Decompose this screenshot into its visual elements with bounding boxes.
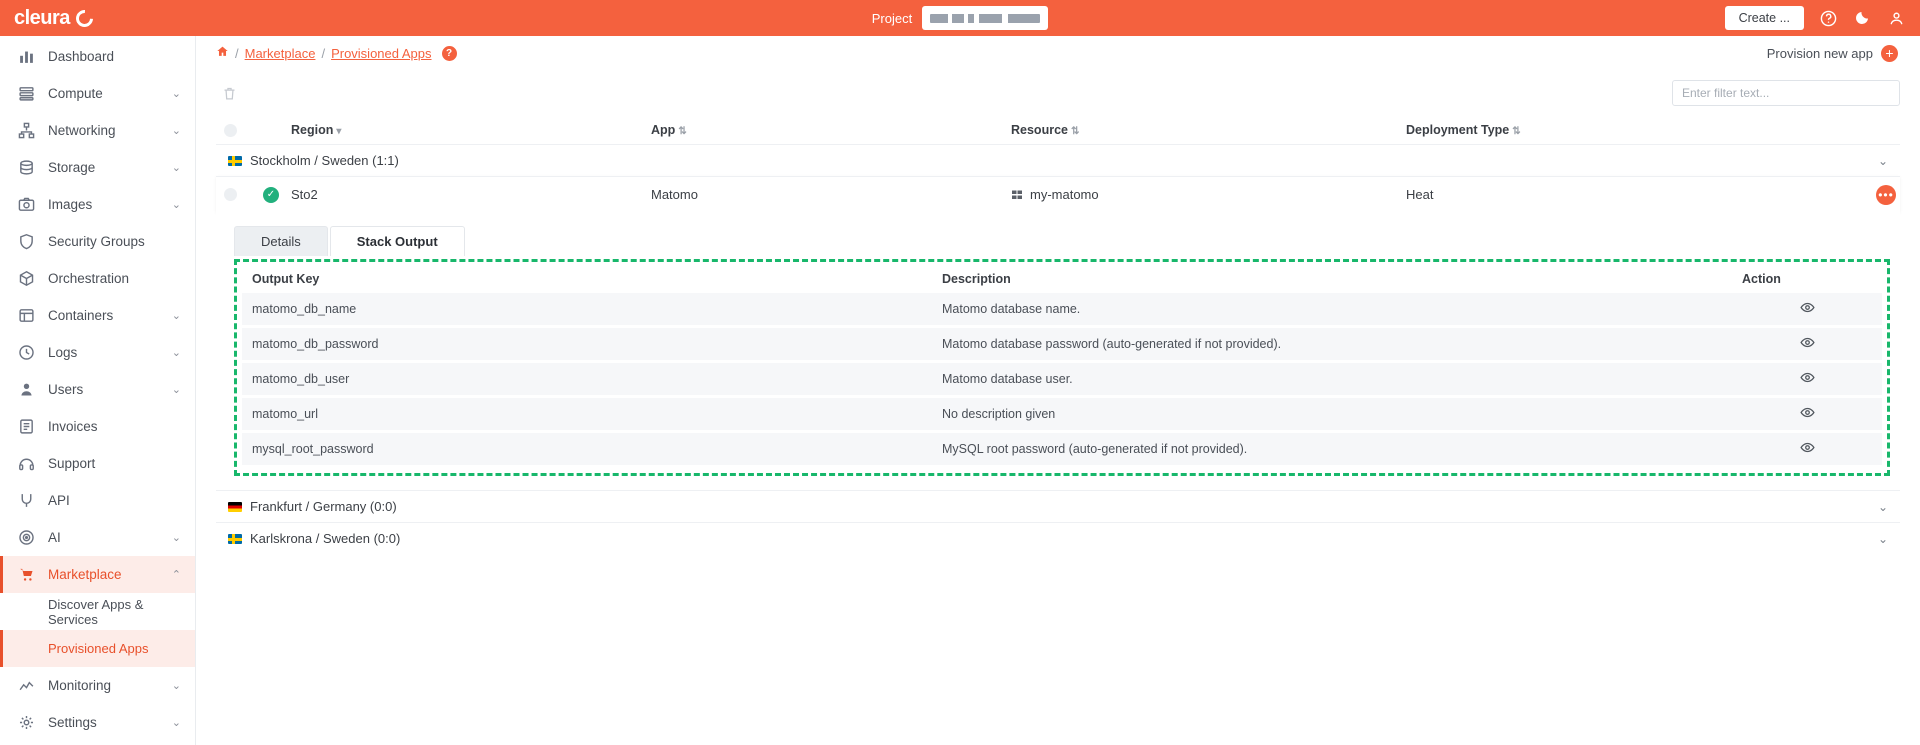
flag-sweden-icon [228, 534, 242, 544]
tab-stack-output[interactable]: Stack Output [330, 226, 465, 256]
breadcrumb-provisioned-apps[interactable]: Provisioned Apps [331, 45, 432, 61]
sidebar-sub-label: Discover Apps & Services [48, 596, 144, 627]
column-label: Deployment Type [1406, 123, 1510, 137]
sidebar-item-dashboard[interactable] [0, 38, 195, 75]
chevron-down-icon: ⌄ [171, 347, 181, 359]
column-label: Resource [1011, 123, 1068, 137]
output-description: MySQL root password (auto-generated if not provided). [932, 432, 1732, 467]
sidebar-item-label: Orchestration [48, 271, 130, 286]
sidebar-item-label: Storage [48, 160, 96, 175]
storage-icon [18, 159, 42, 176]
column-header-deployment-type[interactable] [1406, 123, 1900, 137]
shield-icon [18, 233, 42, 250]
column-header-description: Description [932, 267, 1732, 293]
invoices-icon [18, 418, 42, 435]
containers-icon [18, 307, 42, 324]
sidebar-item-label: Logs [48, 345, 78, 360]
sidebar-sub-label: Provisioned Apps [48, 641, 149, 656]
chevron-down-icon: ⌄ [171, 532, 181, 544]
cleura-logo-icon [72, 6, 96, 30]
help-icon[interactable]: ? [442, 46, 457, 61]
sidebar [0, 36, 196, 745]
brand-text: cleura [14, 6, 70, 29]
tab-details[interactable]: Details [234, 226, 328, 256]
stack-output-header-row [242, 267, 1882, 293]
sidebar-item-monitoring[interactable] [0, 667, 195, 704]
kebab-icon[interactable]: ••• [1876, 185, 1896, 205]
gear-icon [18, 714, 42, 731]
eye-icon[interactable] [1800, 370, 1815, 385]
project-name-redacted [930, 14, 1040, 23]
output-key: matomo_db_password [242, 327, 932, 362]
home-icon[interactable] [216, 45, 229, 61]
flag-germany-icon [228, 502, 242, 512]
sidebar-item-label: Compute [48, 86, 103, 101]
eye-icon[interactable] [1800, 440, 1815, 455]
sidebar-item-discover-apps-services[interactable] [0, 593, 195, 630]
sidebar-item-orchestration[interactable] [0, 260, 195, 297]
chevron-down-icon: ⌄ [171, 310, 181, 322]
sidebar-item-images[interactable] [0, 186, 195, 223]
column-label: App [651, 123, 676, 137]
breadcrumb-actions [1767, 45, 1898, 62]
main-content [196, 36, 1920, 745]
help-icon[interactable] [1818, 8, 1838, 28]
output-action [1732, 397, 1882, 432]
table-header-row [216, 116, 1900, 144]
table-row[interactable] [216, 176, 1900, 212]
sidebar-item-logs[interactable] [0, 334, 195, 371]
sidebar-item-label: AI [48, 530, 61, 545]
sidebar-item-storage[interactable] [0, 149, 195, 186]
sort-icon: ⇅ [1070, 126, 1080, 137]
output-description: No description given [932, 397, 1732, 432]
sidebar-item-label: Support [48, 456, 96, 471]
eye-icon[interactable] [1800, 300, 1815, 315]
region-group-label: Frankfurt / Germany (0:0) [250, 499, 397, 514]
api-icon [18, 492, 42, 509]
breadcrumb-marketplace[interactable]: Marketplace [244, 45, 316, 61]
output-description: Matomo database name. [932, 293, 1732, 327]
chevron-up-icon: ⌃ [171, 569, 181, 581]
breadcrumb-separator: / [235, 45, 239, 61]
sidebar-item-compute[interactable] [0, 75, 195, 112]
breadcrumb-separator: / [321, 45, 326, 61]
table-row [242, 327, 1882, 362]
sidebar-item-ai[interactable] [0, 519, 195, 556]
project-select[interactable] [922, 6, 1048, 30]
table-row [242, 293, 1882, 327]
stack-icon [1011, 189, 1023, 201]
create-button[interactable]: Create ... [1725, 6, 1804, 30]
sidebar-item-marketplace[interactable] [0, 556, 195, 593]
project-label: Project [871, 10, 913, 26]
users-icon [18, 381, 42, 398]
monitoring-icon [18, 677, 42, 694]
marketplace-icon [18, 566, 42, 583]
sidebar-item-support[interactable] [0, 445, 195, 482]
chevron-down-icon[interactable]: ⌄ [1877, 531, 1888, 546]
orchestration-icon [18, 270, 42, 287]
sort-desc-icon: ▾ [336, 126, 342, 137]
chevron-down-icon: ⌄ [171, 162, 181, 174]
region-group-label: Stockholm / Sweden (1:1) [250, 153, 399, 168]
top-bar [0, 0, 1920, 36]
cell-resource [1011, 187, 1406, 202]
networking-icon [18, 122, 42, 139]
chevron-down-icon: ⌄ [171, 384, 181, 396]
column-header-app[interactable] [651, 123, 1011, 137]
chevron-down-icon: ⌄ [171, 125, 181, 137]
plus-icon[interactable]: + [1881, 45, 1898, 62]
sidebar-item-label: Security Groups [48, 234, 145, 249]
output-action [1732, 293, 1882, 327]
column-header-action: Action [1732, 267, 1882, 293]
status-ok-icon: ✓ [263, 187, 279, 203]
brand-logo[interactable] [0, 7, 196, 30]
row-checkbox[interactable] [224, 188, 237, 201]
output-key: matomo_db_name [242, 293, 932, 327]
row-status-cell [237, 187, 291, 203]
region-group-karlskrona[interactable] [216, 522, 1900, 554]
stack-detail-panel [216, 212, 1900, 490]
flag-sweden-icon [228, 156, 242, 166]
output-action [1732, 327, 1882, 362]
table-row [242, 362, 1882, 397]
table-row [242, 432, 1882, 467]
chevron-down-icon: ⌄ [171, 199, 181, 211]
sidebar-item-security-groups[interactable] [0, 223, 195, 260]
sidebar-item-containers[interactable] [0, 297, 195, 334]
output-action [1732, 362, 1882, 397]
sort-icon: ⇅ [1512, 126, 1521, 137]
cell-app: Matomo [651, 187, 698, 202]
output-description: Matomo database password (auto-generated if not provided). [932, 327, 1732, 362]
column-header-resource[interactable] [1011, 123, 1406, 137]
table-toolbar [216, 70, 1900, 116]
sidebar-item-label: Dashboard [48, 49, 115, 64]
sidebar-item-label: Containers [48, 308, 114, 323]
breadcrumb [196, 36, 1920, 70]
chevron-down-icon: ⌄ [171, 680, 181, 692]
body [0, 36, 1920, 745]
sidebar-item-api[interactable] [0, 482, 195, 519]
output-description: Matomo database user. [932, 362, 1732, 397]
sidebar-item-settings[interactable] [0, 704, 195, 741]
output-key: matomo_db_user [242, 362, 932, 397]
eye-icon[interactable] [1800, 335, 1815, 350]
stack-output-table [242, 267, 1882, 468]
sidebar-item-networking[interactable] [0, 112, 195, 149]
column-header-output-key: Output Key [242, 267, 932, 293]
provision-new-app-button[interactable]: Provision new app [1766, 45, 1873, 61]
region-group-frankfurt[interactable] [216, 490, 1900, 522]
sidebar-item-label: Images [48, 197, 93, 212]
logs-icon [18, 344, 42, 361]
region-group-stockholm[interactable] [216, 144, 1900, 176]
sort-icon: ⇅ [678, 126, 687, 137]
sidebar-item-label: Settings [48, 715, 97, 730]
chevron-down-icon[interactable]: ⌄ [1877, 499, 1888, 514]
images-icon [18, 196, 42, 213]
sidebar-item-label: API [48, 493, 70, 508]
column-label: Region [291, 123, 334, 137]
sidebar-item-label: Monitoring [48, 678, 112, 693]
sidebar-item-provisioned-apps[interactable] [0, 630, 195, 667]
top-bar-actions [1725, 6, 1920, 30]
dashboard-icon [18, 48, 42, 65]
user-account-icon[interactable] [1886, 8, 1906, 28]
sidebar-item-label: Users [48, 382, 84, 397]
cell-deployment-type: Heat [1406, 187, 1434, 202]
support-icon [18, 455, 42, 472]
output-key: matomo_url [242, 397, 932, 432]
select-all-checkbox[interactable] [224, 124, 237, 137]
trash-icon[interactable] [216, 80, 242, 106]
dark-mode-icon[interactable] [1852, 8, 1872, 28]
sidebar-item-label: Invoices [48, 419, 98, 434]
resource-name: my-matomo [1030, 187, 1099, 202]
project-selector-area [0, 0, 1920, 36]
compute-icon [18, 85, 42, 102]
output-action [1732, 432, 1882, 467]
provisioned-apps-panel [196, 70, 1920, 745]
sidebar-item-users[interactable] [0, 371, 195, 408]
output-key: mysql_root_password [242, 432, 932, 467]
search-input[interactable] [1672, 80, 1900, 106]
detail-tabs [234, 226, 1900, 256]
cell-region: Sto2 [291, 187, 318, 202]
sidebar-item-label: Networking [48, 123, 116, 138]
eye-icon[interactable] [1800, 405, 1815, 420]
sidebar-item-invoices[interactable] [0, 408, 195, 445]
stack-output-highlight-region [234, 259, 1890, 476]
region-group-label: Karlskrona / Sweden (0:0) [250, 531, 401, 546]
chevron-down-icon: ⌄ [171, 717, 181, 729]
chevron-down-icon[interactable]: ⌄ [1877, 153, 1888, 168]
filter-field-wrapper [1672, 80, 1900, 106]
chevron-down-icon: ⌄ [171, 88, 181, 100]
ai-icon [18, 529, 42, 546]
sidebar-item-label: Marketplace [48, 567, 122, 582]
column-header-region[interactable] [291, 123, 651, 137]
table-row [242, 397, 1882, 432]
